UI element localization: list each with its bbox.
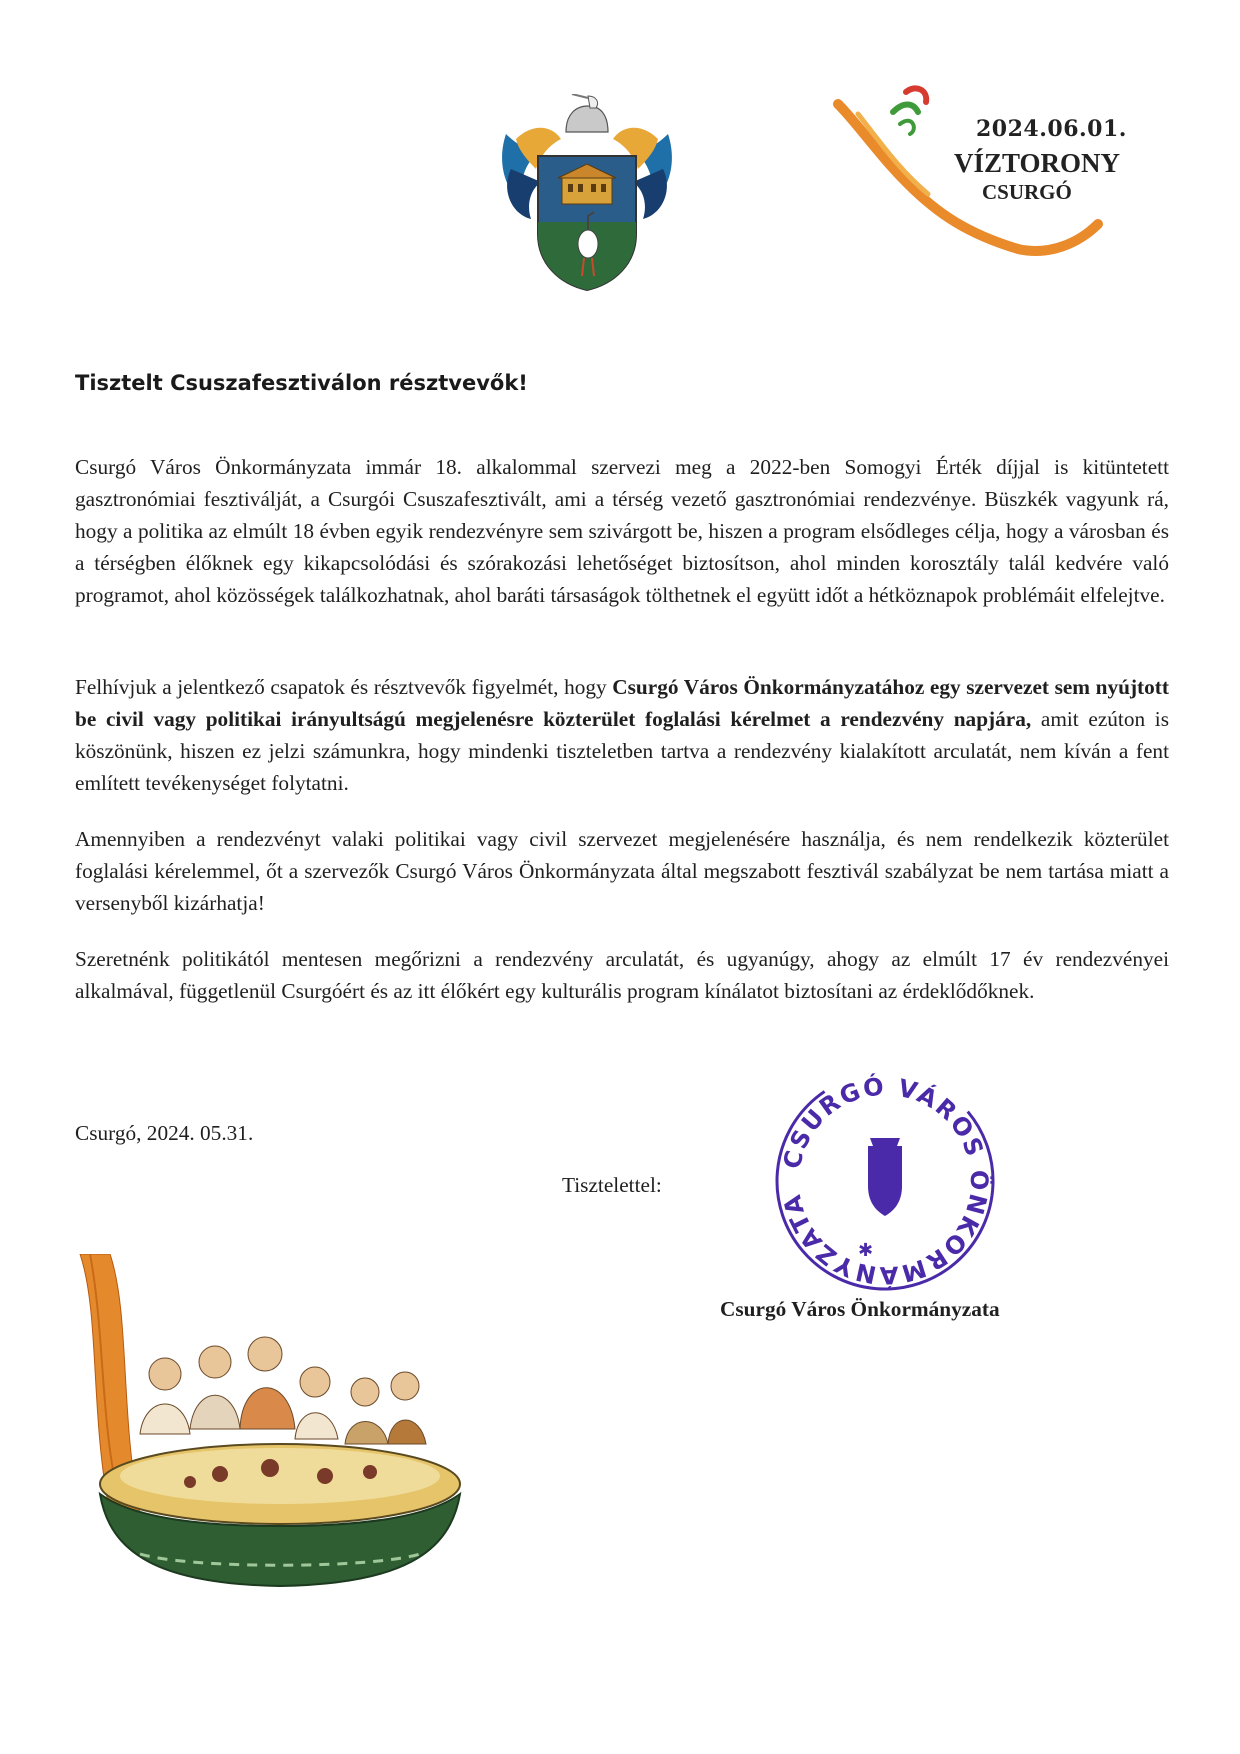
letter-greeting: Tisztelt Csuszafesztiválon résztvevők! xyxy=(75,371,528,395)
coat-of-arms-icon xyxy=(496,94,678,292)
paragraph-2-bold: Csurgó Város Önkormányzatához egy szervezet sem nyújtott be civil vagy politikai irányultságú megjelenésre közterület foglalási kérelmet a rendezvény napjára, xyxy=(75,675,1169,731)
paragraph-2-end: amit ezúton is köszönünk, hiszen ez jelzi számunkra, hogy mindenki tiszteletben tartva a rendezvény kialakított arculatát, nem kíván a fent említett tevékenységet folytatni. xyxy=(75,707,1170,795)
signature-name: Csurgó Város Önkormányzata xyxy=(720,1297,1000,1321)
paragraph-1: Csurgó Város Önkormányzata immár 18. alkalommal szervezi meg a 2022-ben Somogyi Érték díjjal is kitüntetett gasztronómiai fesztiválját, a Csurgói Csuszafesztivált, ami a térség vezető gasztronómiai rendezvénye. Büszkék vagyunk rá, hogy a politika az elmúlt 18 évben egyik rendezvényre sem szivárgott be, hiszen a program elsődleges célja, hogy a városban és a térségben élőknek egy kikapcsolódási és szórakozási lehetőséget biztosítson, ahol minden korosztály talál kedvére való programot, ahol közösségek találkozhatnak, ahol baráti társaságok tölthetnek el együtt időt a hétköznapok problémáit elfelejtve. xyxy=(75,455,1169,607)
festival-date: 2024.06.01. xyxy=(976,116,1127,142)
paragraph-2 xyxy=(75,671,1169,799)
svg-text:CSURGÓ VÁROS ÖNKORMÁNYZATA: CSURGÓ VÁROS ÖNKORMÁNYZATA xyxy=(777,1072,994,1290)
csusza-feast-illustration-icon xyxy=(70,1254,490,1614)
paragraph-3: Amennyiben a rendezvényt valaki politikai vagy civil szervezet megjelenésére használja, és nem rendelkezik közterület foglalási kérelemmel, őt a szervezők Csurgó Város Önkormányzata által megszabott fesztivál szabályzat be nem tartása miatt a versenyből kizárhatja! xyxy=(75,827,1169,915)
paragraph-2-start: Felhívjuk a jelentkező csapatok és résztvevők figyelmét, hogy xyxy=(75,675,613,699)
place-date: Csurgó, 2024. 05.31. xyxy=(75,1121,254,1145)
official-stamp-icon xyxy=(770,1066,1000,1296)
svg-text:✱: ✱ xyxy=(858,1240,874,1261)
closing-salutation: Tisztelettel: xyxy=(562,1173,662,1197)
festival-town: CSURGÓ xyxy=(982,180,1072,204)
festival-logo-icon xyxy=(818,84,1121,284)
festival-venue: VÍZTORONY xyxy=(954,148,1121,178)
paragraph-4: Szeretnénk politikától mentesen megőrizni a rendezvény arculatát, és ugyanúgy, ahogy az elmúlt 17 év rendezvényei alkalmával, függetlenül Csurgóért és az itt élőkért egy kulturális program kínálatot biztosítani az érdeklődőknek. xyxy=(75,947,1169,1003)
